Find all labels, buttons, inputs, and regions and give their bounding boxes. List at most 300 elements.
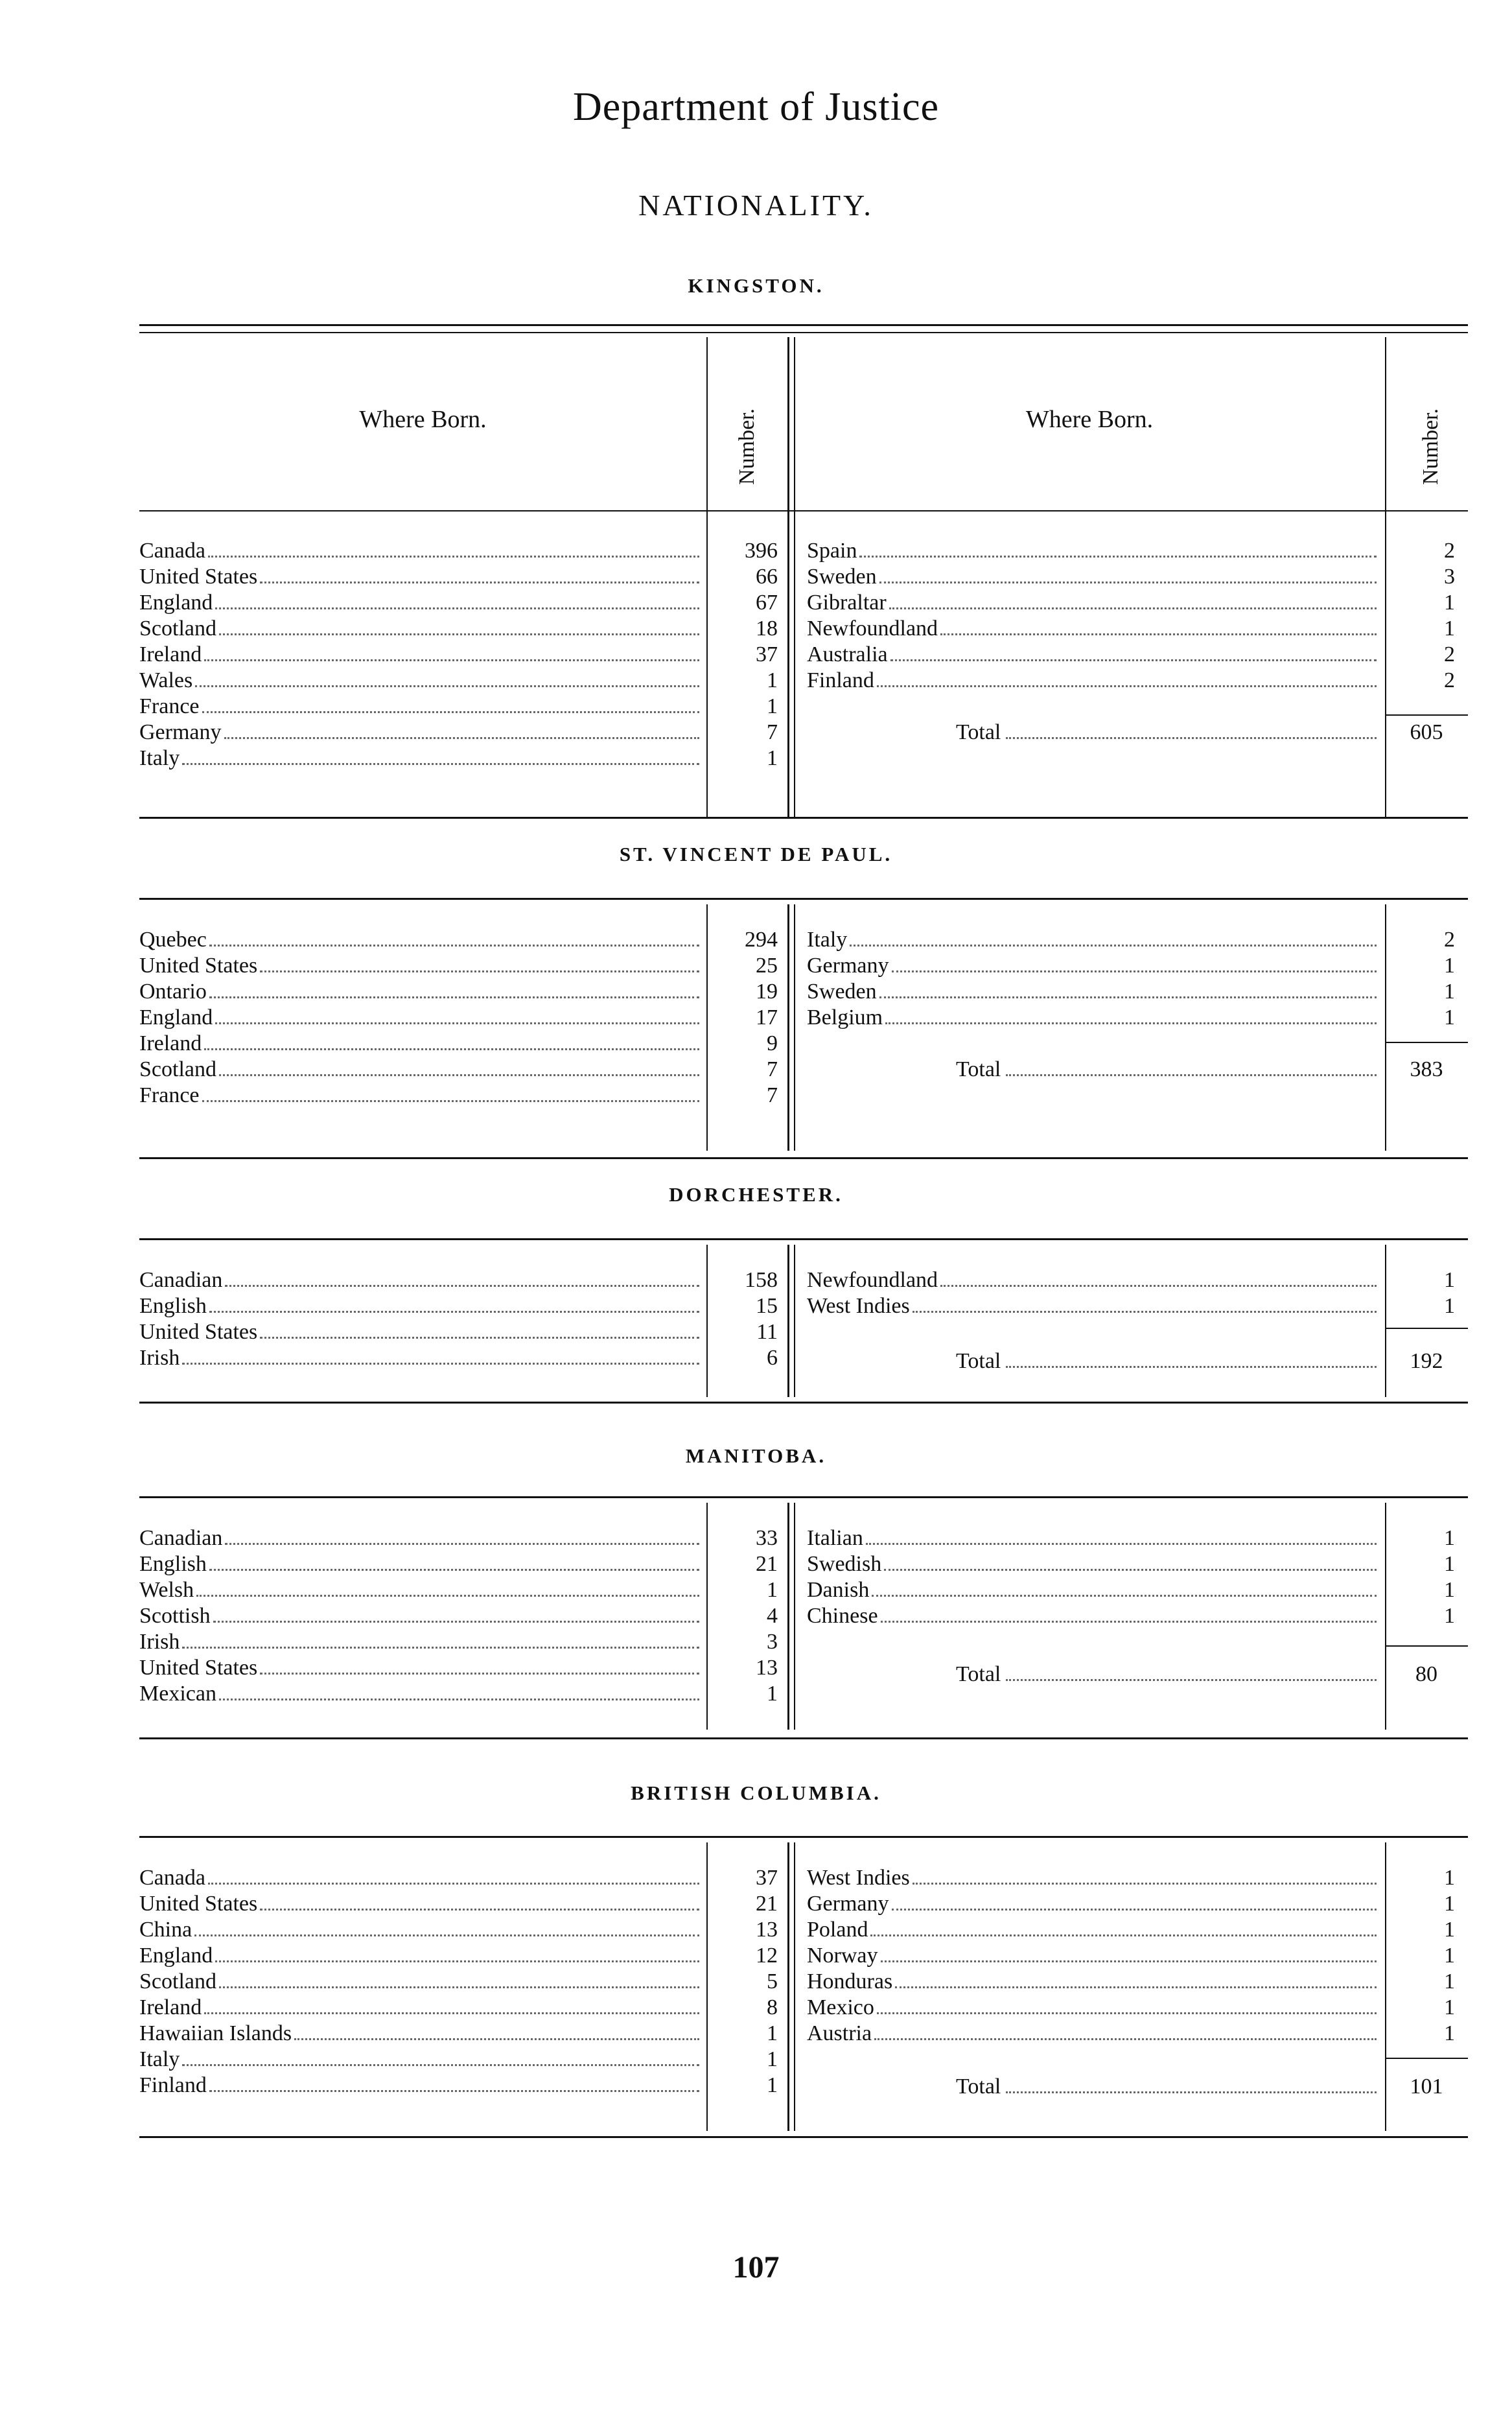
birthplace-label: Italy: [139, 2047, 180, 2071]
count-value: 1: [767, 1682, 778, 1706]
table-row: [139, 1525, 703, 1551]
total-value: 383: [1410, 1057, 1443, 1081]
count-value: 9: [767, 1031, 778, 1055]
dot-leader: [889, 607, 1377, 609]
column-divider: [794, 1842, 795, 2131]
birthplace-label: Belgium: [807, 1005, 883, 1029]
dot-leader: [877, 2012, 1377, 2014]
birthplace-label: Welsh: [139, 1578, 194, 1602]
page-header: Department of Justice: [572, 85, 940, 129]
count-value: 1: [1444, 2021, 1455, 2045]
column-header-number: Number.: [735, 408, 759, 486]
birthplace-label: Ireland: [139, 642, 202, 666]
dot-leader: [219, 633, 699, 635]
section-title-british-columbia: BRITISH COLUMBIA.: [631, 1781, 881, 1804]
dot-leader: [195, 685, 699, 687]
birthplace-label: Mexican: [139, 1682, 216, 1706]
dot-leader: [872, 1595, 1377, 1597]
total-row: [956, 720, 1380, 746]
table-row: [807, 1525, 1380, 1551]
birthplace-label: Canadian: [139, 1526, 223, 1550]
dot-leader: [940, 633, 1377, 635]
column-divider: [706, 1503, 708, 1730]
column-divider: [794, 1503, 795, 1730]
count-value: 1: [767, 694, 778, 718]
birthplace-label: Norway: [807, 1944, 878, 1968]
birthplace-label: United States: [139, 1320, 258, 1344]
birthplace-label: England: [139, 1005, 213, 1029]
table-row: [139, 538, 703, 564]
count-value: 33: [756, 1526, 778, 1550]
dot-leader: [1006, 737, 1377, 739]
total-label: Total: [956, 1662, 1001, 1686]
count-value: 66: [756, 565, 778, 589]
table-row: [807, 1995, 1380, 2021]
count-value: 1: [1444, 1892, 1455, 1916]
count-value: 1: [1444, 1604, 1455, 1628]
birthplace-label: Scottish: [139, 1604, 211, 1628]
total-row: [956, 1057, 1380, 1083]
total-label: Total: [956, 1057, 1001, 1081]
dot-leader: [294, 2038, 699, 2040]
dot-leader: [885, 1022, 1377, 1024]
count-value: 11: [756, 1320, 778, 1344]
count-value: 1: [1444, 954, 1455, 978]
table-row: [807, 538, 1380, 564]
dot-leader: [879, 996, 1377, 998]
birthplace-label: United States: [139, 1656, 258, 1680]
count-value: 1: [1444, 1552, 1455, 1576]
birthplace-label: Irish: [139, 1346, 180, 1370]
count-value: 1: [1444, 1944, 1455, 1968]
birthplace-label: Germany: [139, 720, 222, 744]
dot-leader: [215, 1960, 699, 1962]
section-title-kingston: KINGSTON.: [688, 274, 824, 297]
birthplace-label: Sweden: [807, 980, 877, 1004]
count-value: 1: [1444, 1268, 1455, 1292]
table-kingston: [139, 324, 1468, 817]
column-divider: [1385, 1503, 1386, 1730]
rule: [139, 1402, 1468, 1404]
table-row: [139, 746, 703, 771]
count-value: 2: [1444, 539, 1455, 563]
dot-leader: [215, 607, 699, 609]
birthplace-label: Newfoundland: [807, 617, 938, 641]
table-row: [139, 1969, 703, 1995]
table-row: [139, 1057, 703, 1083]
birthplace-label: Ireland: [139, 1995, 202, 2019]
table-row: [139, 590, 703, 616]
birthplace-label: Scotland: [139, 1969, 216, 1993]
section-title-st-vincent-de-paul: ST. VINCENT DE PAUL.: [619, 843, 893, 865]
count-value: 294: [745, 928, 778, 952]
birthplace-label: Wales: [139, 668, 193, 692]
birthplace-label: Canada: [139, 539, 205, 563]
birthplace-label: France: [139, 694, 200, 718]
dot-leader: [209, 945, 699, 946]
rule: [1385, 714, 1468, 716]
table-row: [139, 2073, 703, 2099]
count-value: 37: [756, 642, 778, 666]
table-row: [139, 1031, 703, 1057]
table-row: [807, 590, 1380, 616]
table-row: [139, 668, 703, 694]
column-header-where-born: Where Born.: [1025, 406, 1154, 433]
birthplace-label: Swedish: [807, 1552, 882, 1576]
total-value: 80: [1415, 1662, 1437, 1686]
total-value: 192: [1410, 1349, 1443, 1373]
rule: [139, 1157, 1468, 1159]
birthplace-label: Austria: [807, 2021, 872, 2045]
birthplace-label: Canada: [139, 1866, 205, 1890]
dot-leader: [1006, 1366, 1377, 1368]
table-row: [139, 616, 703, 642]
count-value: 3: [1444, 565, 1455, 589]
birthplace-label: Scotland: [139, 617, 216, 641]
birthplace-label: Honduras: [807, 1969, 893, 1993]
count-value: 1: [1444, 1866, 1455, 1890]
birthplace-label: United States: [139, 565, 258, 589]
count-value: 67: [756, 591, 778, 615]
count-value: 6: [767, 1346, 778, 1370]
table-row: [807, 642, 1380, 668]
dot-leader: [884, 1569, 1377, 1571]
total-row: [956, 2074, 1380, 2100]
count-value: 7: [767, 1057, 778, 1081]
table-row: [807, 927, 1380, 953]
rule: [1385, 1645, 1468, 1647]
count-value: 4: [767, 1604, 778, 1628]
birthplace-label: Mexico: [807, 1995, 874, 2019]
dot-leader: [1006, 2091, 1377, 2093]
dot-leader: [196, 1595, 699, 1597]
dot-leader: [208, 1883, 699, 1885]
table-row: [139, 2021, 703, 2047]
count-value: 2: [1444, 668, 1455, 692]
column-divider: [706, 1245, 708, 1397]
table-row: [807, 1917, 1380, 1943]
dot-leader: [895, 1986, 1377, 1988]
table-row: [139, 1629, 703, 1655]
birthplace-label: Canadian: [139, 1268, 223, 1292]
table-row: [139, 1319, 703, 1345]
rule: [139, 324, 1468, 326]
total-value: 605: [1410, 720, 1443, 744]
column-header-number: Number.: [1419, 408, 1443, 486]
dot-leader: [209, 1569, 699, 1571]
rule: [139, 2136, 1468, 2138]
column-divider: [787, 1503, 789, 1730]
birthplace-label: Hawaiian Islands: [139, 2021, 292, 2045]
section-title-manitoba: MANITOBA.: [685, 1444, 827, 1467]
count-value: 1: [1444, 1578, 1455, 1602]
table-st-vincent-de-paul: [139, 898, 1468, 1164]
column-divider: [787, 1842, 789, 2131]
count-value: 17: [756, 1005, 778, 1029]
table-row: [139, 1577, 703, 1603]
count-value: 1: [767, 746, 778, 770]
total-value: 101: [1410, 2075, 1443, 2099]
dot-leader: [215, 1022, 699, 1024]
rule: [1385, 1328, 1468, 1329]
page-subtitle: NATIONALITY.: [638, 189, 874, 222]
count-value: 7: [767, 720, 778, 744]
birthplace-label: England: [139, 591, 213, 615]
table-row: [139, 564, 703, 590]
dot-leader: [209, 1311, 699, 1313]
table-row: [807, 564, 1380, 590]
table-row: [139, 927, 703, 953]
dot-leader: [1006, 1679, 1377, 1681]
total-row: [956, 1348, 1380, 1374]
table-row: [807, 1267, 1380, 1293]
count-value: 37: [756, 1866, 778, 1890]
count-value: 1: [767, 2047, 778, 2071]
count-value: 13: [756, 1918, 778, 1942]
count-value: 396: [745, 539, 778, 563]
dot-leader: [208, 556, 699, 558]
table-dorchester: [139, 1238, 1468, 1407]
count-value: 1: [1444, 1918, 1455, 1942]
rule: [139, 1238, 1468, 1240]
dot-leader: [182, 1363, 699, 1365]
birthplace-label: Spain: [807, 539, 857, 563]
rule: [1385, 2058, 1468, 2059]
birthplace-label: Finland: [807, 668, 874, 692]
birthplace-label: Poland: [807, 1918, 868, 1942]
count-value: 18: [756, 617, 778, 641]
table-row: [807, 1577, 1380, 1603]
dot-leader: [877, 685, 1377, 687]
table-row: [807, 979, 1380, 1005]
column-header-where-born: Where Born.: [359, 406, 487, 433]
table-row: [139, 1083, 703, 1109]
birthplace-label: Australia: [807, 642, 888, 666]
birthplace-label: Chinese: [807, 1604, 878, 1628]
dot-leader: [204, 1048, 699, 1050]
dot-leader: [859, 556, 1377, 558]
table-row: [807, 1603, 1380, 1629]
birthplace-label: English: [139, 1552, 207, 1576]
table-row: [807, 668, 1380, 694]
count-value: 2: [1444, 642, 1455, 666]
table-row: [807, 616, 1380, 642]
count-value: 7: [767, 1083, 778, 1107]
count-value: 1: [1444, 1294, 1455, 1318]
count-value: 1: [767, 668, 778, 692]
dot-leader: [182, 1647, 699, 1649]
count-value: 1: [1444, 980, 1455, 1004]
birthplace-label: United States: [139, 1892, 258, 1916]
column-divider: [794, 1245, 795, 1397]
table-row: [139, 1995, 703, 2021]
count-value: 15: [756, 1294, 778, 1318]
table-row: [139, 694, 703, 720]
dot-leader: [202, 1100, 699, 1102]
birthplace-label: Scotland: [139, 1057, 216, 1081]
dot-leader: [219, 1699, 699, 1700]
dot-leader: [940, 1285, 1377, 1287]
birthplace-label: England: [139, 1944, 213, 1968]
count-value: 25: [756, 954, 778, 978]
table-row: [139, 1655, 703, 1681]
birthplace-label: Quebec: [139, 928, 207, 952]
dot-leader: [260, 1337, 699, 1339]
dot-leader: [879, 582, 1377, 583]
rule: [139, 1737, 1468, 1739]
birthplace-label: Germany: [807, 1892, 889, 1916]
birthplace-label: West Indies: [807, 1866, 910, 1890]
count-value: 21: [756, 1552, 778, 1576]
table-row: [139, 1551, 703, 1577]
count-value: 3: [767, 1630, 778, 1654]
dot-leader: [260, 1909, 699, 1911]
rule: [139, 332, 1468, 333]
table-row: [139, 1865, 703, 1891]
count-value: 1: [1444, 1995, 1455, 2019]
table-row: [139, 1917, 703, 1943]
dot-leader: [209, 2090, 699, 2092]
rule: [139, 510, 1468, 511]
birthplace-label: Italy: [807, 928, 848, 952]
column-divider: [787, 904, 789, 1151]
dot-leader: [204, 2012, 699, 2014]
count-value: 1: [767, 1578, 778, 1602]
column-divider: [787, 337, 789, 817]
dot-leader: [892, 1909, 1377, 1911]
birthplace-label: Irish: [139, 1630, 180, 1654]
table-row: [807, 1293, 1380, 1319]
total-label: Total: [956, 2075, 1001, 2099]
birthplace-label: English: [139, 1294, 207, 1318]
dot-leader: [225, 1285, 699, 1287]
total-row: [956, 1662, 1380, 1687]
table-row: [139, 1005, 703, 1031]
rule: [1385, 1042, 1468, 1043]
birthplace-label: Italy: [139, 746, 180, 770]
count-value: 8: [767, 1995, 778, 2019]
dot-leader: [870, 1934, 1377, 1936]
dot-leader: [219, 1074, 699, 1076]
dot-leader: [182, 2064, 699, 2066]
birthplace-label: Sweden: [807, 565, 877, 589]
rule: [139, 1496, 1468, 1498]
column-divider: [706, 1842, 708, 2131]
table-row: [807, 953, 1380, 979]
section-title-dorchester: DORCHESTER.: [669, 1183, 843, 1206]
table-row: [139, 720, 703, 746]
count-value: 1: [767, 2073, 778, 2097]
dot-leader: [913, 1883, 1377, 1885]
table-row: [139, 1603, 703, 1629]
birthplace-label: China: [139, 1918, 192, 1942]
column-divider: [794, 904, 795, 1151]
table-row: [139, 1267, 703, 1293]
table-row: [807, 1865, 1380, 1891]
table-row: [139, 1293, 703, 1319]
table-row: [139, 642, 703, 668]
dot-leader: [890, 659, 1377, 661]
table-row: [139, 1943, 703, 1969]
birthplace-label: United States: [139, 954, 258, 978]
dot-leader: [219, 1986, 699, 1988]
count-value: 1: [1444, 617, 1455, 641]
dot-leader: [209, 996, 699, 998]
dot-leader: [850, 945, 1377, 946]
count-value: 1: [767, 2021, 778, 2045]
table-row: [139, 1891, 703, 1917]
dot-leader: [866, 1543, 1377, 1545]
table-row: [807, 2021, 1380, 2047]
count-value: 21: [756, 1892, 778, 1916]
rule: [139, 898, 1468, 900]
table-row: [807, 1943, 1380, 1969]
birthplace-label: Finland: [139, 2073, 207, 2097]
birthplace-label: Ontario: [139, 980, 207, 1004]
count-value: 1: [1444, 591, 1455, 615]
dot-leader: [182, 763, 699, 765]
dot-leader: [213, 1621, 699, 1623]
dot-leader: [202, 711, 699, 713]
table-row: [807, 1891, 1380, 1917]
birthplace-label: Gibraltar: [807, 591, 887, 615]
total-label: Total: [956, 1349, 1001, 1373]
birthplace-label: Newfoundland: [807, 1268, 938, 1292]
birthplace-label: West Indies: [807, 1294, 910, 1318]
dot-leader: [892, 970, 1377, 972]
column-divider: [706, 337, 708, 817]
dot-leader: [913, 1311, 1377, 1313]
table-row: [807, 1005, 1380, 1031]
count-value: 5: [767, 1969, 778, 1993]
count-value: 158: [745, 1268, 778, 1292]
birthplace-label: Ireland: [139, 1031, 202, 1055]
column-divider: [1385, 904, 1386, 1151]
dot-leader: [874, 2038, 1377, 2040]
table-row: [139, 1345, 703, 1371]
dot-leader: [260, 582, 699, 583]
dot-leader: [881, 1960, 1377, 1962]
count-value: 12: [756, 1944, 778, 1968]
count-value: 13: [756, 1656, 778, 1680]
dot-leader: [1006, 1074, 1377, 1076]
column-divider: [787, 1245, 789, 1397]
birthplace-label: Germany: [807, 954, 889, 978]
birthplace-label: France: [139, 1083, 200, 1107]
dot-leader: [204, 659, 699, 661]
column-divider: [706, 904, 708, 1151]
page-number: 107: [732, 2250, 780, 2285]
rule: [139, 1836, 1468, 1838]
table-row: [139, 1681, 703, 1707]
table-row: [139, 2047, 703, 2073]
dot-leader: [881, 1621, 1377, 1623]
birthplace-label: Italian: [807, 1526, 863, 1550]
table-row: [139, 979, 703, 1005]
table-british-columbia: [139, 1836, 1468, 2141]
dot-leader: [194, 1934, 699, 1936]
dot-leader: [225, 1543, 699, 1545]
rule: [139, 817, 1468, 819]
table-row: [139, 953, 703, 979]
birthplace-label: Danish: [807, 1578, 870, 1602]
dot-leader: [260, 970, 699, 972]
dot-leader: [260, 1673, 699, 1675]
count-value: 19: [756, 980, 778, 1004]
table-row: [807, 1551, 1380, 1577]
count-value: 2: [1444, 928, 1455, 952]
total-label: Total: [956, 720, 1001, 744]
